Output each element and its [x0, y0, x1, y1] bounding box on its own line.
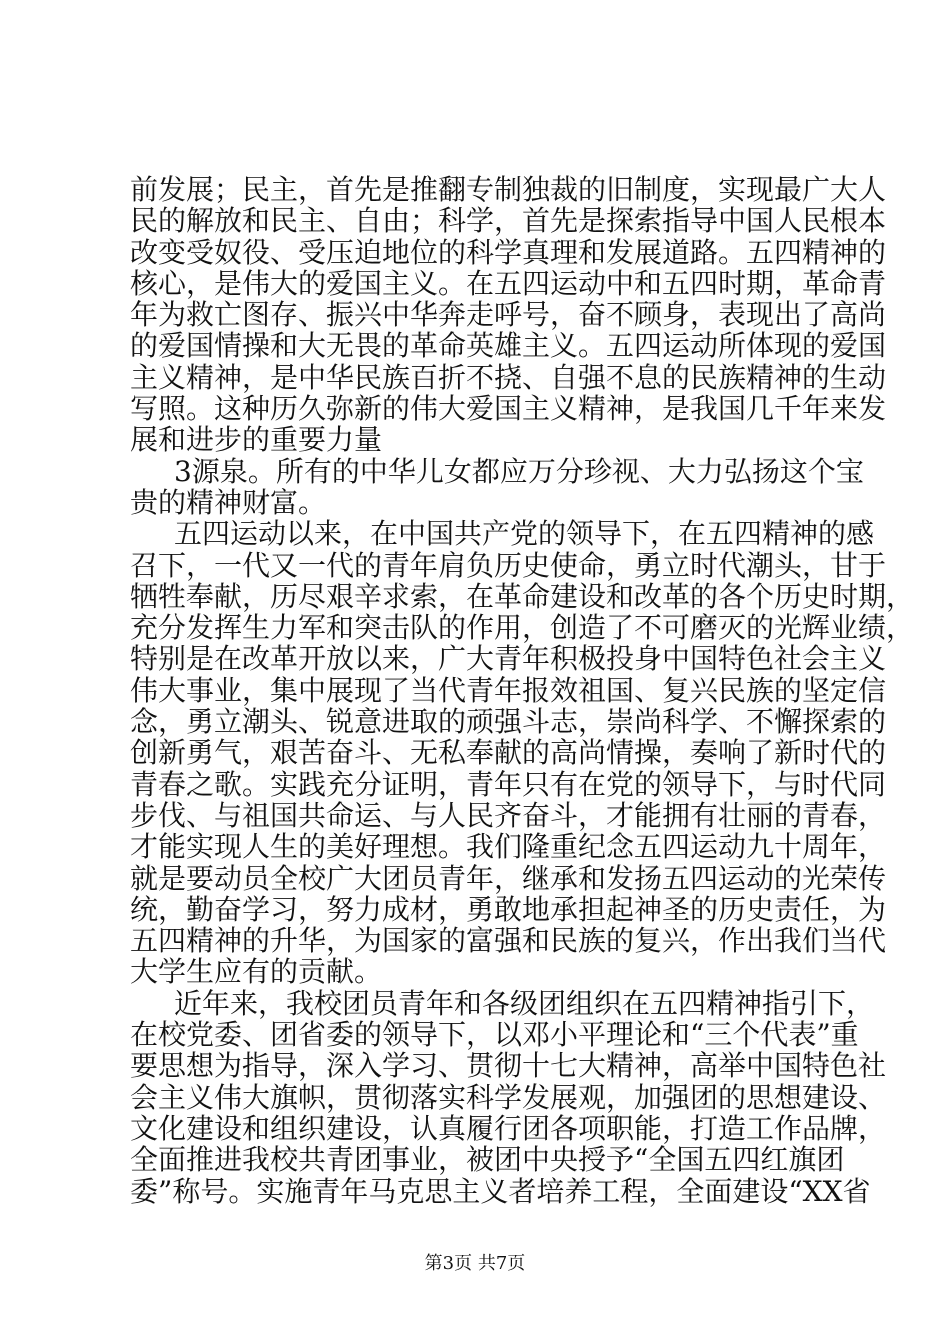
text-line: 贵的精神财富。 — [130, 485, 327, 519]
text-line: 五四精神的升华，为国家的富强和民族的复兴，作出我们当代 — [130, 924, 887, 958]
text-line: 年为救亡图存、振兴中华奔走呼号，奋不顾身，表现出了高尚 — [130, 298, 887, 332]
text-line: 五四运动以来，在中国共产党的领导下，在五四精神的感 — [174, 517, 875, 551]
text-line: 主义精神，是中华民族百折不挠、自强不息的民族精神的生动 — [130, 360, 887, 394]
text-line: 牺牲奉献，历尽艰辛求索，在革命建设和改革的各个历史时期， — [130, 579, 915, 613]
text-line: 的爱国情操和大无畏的革命英雄主义。五四运动所体现的爱国 — [130, 329, 887, 363]
text-line: 核心，是伟大的爱国主义。在五四运动中和五四时期，革命青 — [130, 266, 887, 300]
text-line: 伟大事业，集中展现了当代青年报效祖国、复兴民族的坚定信 — [130, 673, 887, 707]
text-line: 要思想为指导，深入学习、贯彻十七大精神，高举中国特色社 — [130, 1049, 887, 1083]
text-line: 青春之歌。实践充分证明，青年只有在党的领导下，与时代同 — [130, 767, 887, 801]
body-text — [130, 173, 915, 1208]
text-line: 步伐、与祖国共命运、与人民齐奋斗，才能拥有壮丽的青春， — [130, 798, 887, 832]
text-line: 展和进步的重要力量 — [130, 423, 383, 457]
text-line: 在校党委、团省委的领导下，以邓小平理论和“三个代表”重 — [130, 1018, 859, 1052]
text-line: 大学生应有的贡献。 — [130, 955, 383, 989]
text-line: 前发展；民主，首先是推翻专制独裁的旧制度，实现最广大人 — [130, 173, 887, 206]
text-line: 统，勤奋学习，努力成材，勇敢地承担起神圣的历史责任，为 — [130, 892, 887, 926]
text-line: 才能实现人生的美好理想。我们隆重纪念五四运动九十周年， — [130, 830, 887, 864]
text-line: 全面推进我校共青团事业，被团中央授予“全国五四红旗团 — [130, 1143, 845, 1177]
page-number-footer: 第3页 共7页 — [424, 1253, 526, 1274]
text-line: 委”称号。实施青年马克思主义者培养工程，全面建设“XX省 — [130, 1174, 871, 1208]
text-line: 写照。这种历久弥新的伟大爱国主义精神，是我国几千年来发 — [130, 392, 887, 426]
text-line: 充分发挥生力军和突击队的作用，创造了不可磨灭的光辉业绩， — [130, 611, 915, 645]
text-line: 创新勇气，艰苦奋斗、无私奉献的高尚情操，奏响了新时代的 — [130, 736, 887, 770]
text-line: 改变受奴役、受压迫地位的科学真理和发展道路。五四精神的 — [130, 235, 887, 269]
text-line: 就是要动员全校广大团员青年，继承和发扬五四运动的光荣传 — [130, 861, 887, 895]
text-line: 特别是在改革开放以来，广大青年积极投身中国特色社会主义 — [130, 642, 887, 676]
text-line: 3源泉。所有的中华儿女都应万分珍视、大力弘扬这个宝 — [174, 454, 864, 488]
text-line: 民的解放和民主、自由；科学，首先是探索指导中国人民根本 — [130, 204, 887, 238]
text-line: 念，勇立潮头、锐意进取的顽强斗志，崇尚科学、不懈探索的 — [130, 705, 887, 739]
text-line: 文化建设和组织建设，认真履行团各项职能，打造工作品牌， — [130, 1111, 887, 1145]
text-line: 近年来，我校团员青年和各级团组织在五四精神指引下， — [174, 986, 875, 1020]
text-line: 召下，一代又一代的青年肩负历史使命，勇立时代潮头，甘于 — [130, 548, 887, 582]
text-line: 会主义伟大旗帜，贯彻落实科学发展观，加强团的思想建设、 — [130, 1080, 887, 1114]
